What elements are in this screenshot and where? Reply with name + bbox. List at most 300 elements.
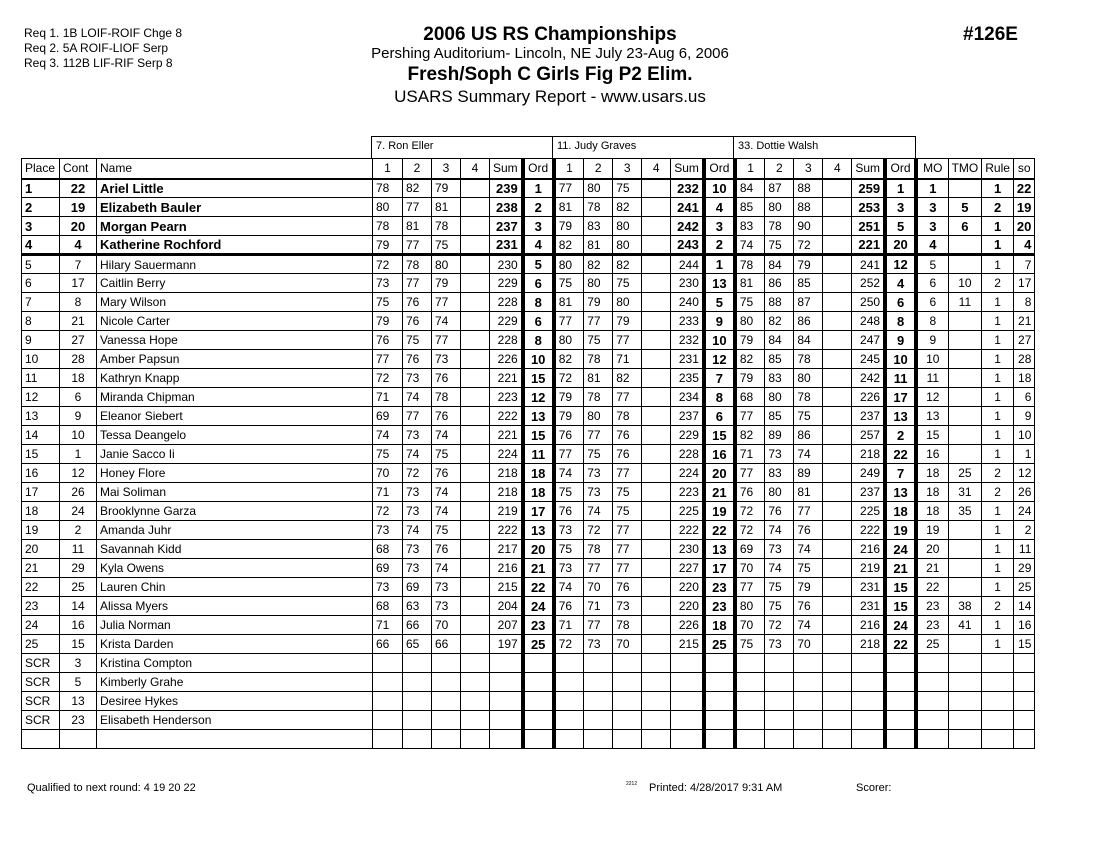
col-place: Place (22, 159, 60, 179)
sum-cell: 234 (671, 388, 704, 407)
sum-cell: 241 (671, 198, 704, 217)
ordinal-cell: 10 (523, 350, 554, 369)
skater-name-cell: Mary Wilson (97, 293, 373, 312)
score-4-cell (461, 293, 490, 312)
score-3-cell: 86 (794, 426, 823, 445)
score-4-cell (461, 578, 490, 597)
ordinal-cell: 24 (885, 540, 916, 559)
sum-cell: 237 (852, 483, 885, 502)
so-cell: 8 (1013, 293, 1034, 312)
sum-cell: 222 (490, 521, 523, 540)
score-2-cell: 78 (584, 350, 613, 369)
ordinal-cell: 5 (704, 293, 735, 312)
tmo-cell (948, 578, 982, 597)
ordinal-cell: 23 (704, 597, 735, 616)
ordinal-cell: 12 (704, 350, 735, 369)
sum-cell: 216 (852, 616, 885, 635)
rule-cell: 1 (982, 616, 1014, 635)
ordinal-cell: 25 (704, 635, 735, 654)
score-1-cell: 80 (554, 255, 584, 274)
score-2-cell: 88 (765, 293, 794, 312)
score-3-cell: 76 (794, 597, 823, 616)
score-2-cell: 74 (403, 445, 432, 464)
ordinal-cell: 20 (885, 236, 916, 255)
score-4-cell (642, 255, 671, 274)
score-2-cell: 76 (403, 350, 432, 369)
so-cell (1013, 673, 1034, 692)
so-cell: 19 (1013, 198, 1034, 217)
score-1-cell: 66 (373, 635, 403, 654)
place-cell: 14 (22, 426, 60, 445)
score-3-cell: 71 (613, 350, 642, 369)
score-2-cell: 76 (403, 312, 432, 331)
score-3-cell: 76 (613, 445, 642, 464)
score-4-cell (823, 654, 852, 673)
ordinal-cell: 21 (704, 483, 735, 502)
score-4-cell (823, 255, 852, 274)
place-cell: 21 (22, 559, 60, 578)
score-2-cell: 89 (765, 426, 794, 445)
score-1-cell (554, 730, 584, 749)
score-4-cell (461, 521, 490, 540)
score-3-cell: 77 (613, 464, 642, 483)
score-4-cell (823, 369, 852, 388)
sum-cell (852, 730, 885, 749)
score-3-cell: 75 (613, 502, 642, 521)
score-1-cell: 79 (735, 369, 765, 388)
sum-cell: 230 (490, 255, 523, 274)
score-1-cell (373, 654, 403, 673)
tmo-cell: 38 (948, 597, 982, 616)
col-j1-s3: 3 (432, 159, 461, 179)
score-3-cell: 80 (613, 236, 642, 255)
score-4-cell (823, 540, 852, 559)
ordinal-cell: 2 (885, 426, 916, 445)
score-3-cell (794, 673, 823, 692)
mo-cell: 18 (916, 464, 948, 483)
so-cell: 10 (1013, 426, 1034, 445)
score-1-cell: 70 (735, 616, 765, 635)
sum-cell: 218 (852, 445, 885, 464)
place-cell: SCR (22, 673, 60, 692)
table-row (22, 692, 1035, 711)
score-2-cell: 73 (403, 559, 432, 578)
table-row (22, 312, 1035, 331)
score-4-cell (823, 236, 852, 255)
score-4-cell (642, 179, 671, 198)
rule-cell: 2 (982, 464, 1014, 483)
score-4-cell (461, 635, 490, 654)
tmo-cell (948, 654, 982, 673)
sum-cell: 232 (671, 331, 704, 350)
mo-cell: 19 (916, 521, 948, 540)
score-1-cell: 77 (373, 350, 403, 369)
sum-cell: 219 (490, 502, 523, 521)
contestant-number-cell: 11 (60, 540, 97, 559)
score-3-cell: 74 (794, 616, 823, 635)
sum-cell (671, 730, 704, 749)
tmo-cell: 11 (948, 293, 982, 312)
score-1-cell: 80 (735, 312, 765, 331)
score-3-cell: 74 (432, 426, 461, 445)
score-2-cell: 85 (765, 407, 794, 426)
sum-cell: 243 (671, 236, 704, 255)
so-cell: 9 (1013, 407, 1034, 426)
col-j2-s4: 4 (642, 159, 671, 179)
sum-cell: 197 (490, 635, 523, 654)
score-3-cell: 80 (794, 369, 823, 388)
score-4-cell (823, 312, 852, 331)
score-4-cell (461, 540, 490, 559)
score-4-cell (823, 198, 852, 217)
mo-cell: 1 (916, 179, 948, 198)
score-1-cell: 73 (373, 578, 403, 597)
score-4-cell (642, 274, 671, 293)
score-1-cell: 72 (554, 369, 584, 388)
score-2-cell: 84 (765, 331, 794, 350)
tmo-cell: 5 (948, 198, 982, 217)
score-4-cell (823, 578, 852, 597)
ordinal-cell: 4 (885, 274, 916, 293)
results-table (21, 158, 1035, 749)
mo-cell: 18 (916, 502, 948, 521)
place-cell (22, 730, 60, 749)
score-1-cell: 69 (373, 407, 403, 426)
contestant-number-cell: 1 (60, 445, 97, 464)
sum-cell: 220 (671, 578, 704, 597)
contestant-number-cell: 3 (60, 654, 97, 673)
score-4-cell (642, 692, 671, 711)
score-4-cell (461, 217, 490, 236)
score-2-cell: 83 (584, 217, 613, 236)
col-j1-ord: Ord (523, 159, 554, 179)
so-cell: 4 (1013, 236, 1034, 255)
score-1-cell: 77 (735, 578, 765, 597)
score-4-cell (642, 369, 671, 388)
ordinal-cell: 19 (885, 521, 916, 540)
table-row (22, 217, 1035, 236)
sum-cell: 251 (852, 217, 885, 236)
sum-cell (490, 730, 523, 749)
score-4-cell (642, 407, 671, 426)
score-2-cell: 81 (584, 236, 613, 255)
score-1-cell: 81 (554, 293, 584, 312)
score-3-cell (794, 711, 823, 730)
table-row (22, 369, 1035, 388)
tmo-cell (948, 445, 982, 464)
ordinal-cell: 15 (885, 578, 916, 597)
score-2-cell (584, 730, 613, 749)
score-3-cell: 76 (613, 426, 642, 445)
score-4-cell (642, 654, 671, 673)
score-3-cell: 78 (432, 217, 461, 236)
sum-cell: 248 (852, 312, 885, 331)
sum-cell: 221 (852, 236, 885, 255)
score-1-cell: 74 (373, 426, 403, 445)
place-cell: 15 (22, 445, 60, 464)
score-4-cell (461, 388, 490, 407)
skater-name-cell: Kimberly Grahe (97, 673, 373, 692)
table-row (22, 179, 1035, 198)
col-j3-s2: 2 (765, 159, 794, 179)
score-3-cell: 75 (613, 179, 642, 198)
score-2-cell: 72 (403, 464, 432, 483)
score-3-cell: 70 (613, 635, 642, 654)
score-4-cell (823, 502, 852, 521)
score-2-cell: 86 (765, 274, 794, 293)
score-2-cell: 63 (403, 597, 432, 616)
score-3-cell: 77 (613, 388, 642, 407)
score-4-cell (461, 616, 490, 635)
so-cell: 16 (1013, 616, 1034, 635)
score-4-cell (642, 635, 671, 654)
ordinal-cell: 9 (885, 331, 916, 350)
skater-name-cell: Savannah Kidd (97, 540, 373, 559)
skater-name-cell: Julia Norman (97, 616, 373, 635)
table-row (22, 673, 1035, 692)
score-2-cell: 75 (403, 331, 432, 350)
ordinal-cell: 12 (523, 388, 554, 407)
ordinal-cell: 6 (704, 407, 735, 426)
mo-cell: 11 (916, 369, 948, 388)
sum-cell: 240 (671, 293, 704, 312)
place-cell: 20 (22, 540, 60, 559)
tmo-cell (948, 369, 982, 388)
score-3-cell: 79 (613, 312, 642, 331)
score-4-cell (823, 559, 852, 578)
skater-name-cell: Caitlin Berry (97, 274, 373, 293)
so-cell (1013, 654, 1034, 673)
score-2-cell: 81 (403, 217, 432, 236)
score-4-cell (642, 217, 671, 236)
score-2-cell: 74 (403, 521, 432, 540)
score-2-cell: 78 (584, 388, 613, 407)
ordinal-cell: 18 (885, 502, 916, 521)
table-row (22, 502, 1035, 521)
score-4-cell (823, 673, 852, 692)
score-4-cell (642, 673, 671, 692)
score-2-cell: 82 (765, 312, 794, 331)
score-4-cell (823, 730, 852, 749)
score-3-cell (613, 730, 642, 749)
score-1-cell: 76 (554, 597, 584, 616)
score-3-cell (613, 673, 642, 692)
sum-cell: 222 (852, 521, 885, 540)
score-2-cell: 75 (584, 445, 613, 464)
contestant-number-cell: 13 (60, 692, 97, 711)
score-1-cell: 80 (373, 198, 403, 217)
ordinal-cell: 20 (704, 464, 735, 483)
tmo-cell (948, 521, 982, 540)
score-3-cell: 90 (794, 217, 823, 236)
contestant-number-cell: 16 (60, 616, 97, 635)
score-4-cell (642, 521, 671, 540)
score-4-cell (642, 445, 671, 464)
ordinal-cell: 15 (704, 426, 735, 445)
score-2-cell (765, 673, 794, 692)
score-1-cell: 80 (554, 331, 584, 350)
rule-cell: 1 (982, 255, 1014, 274)
table-row (22, 559, 1035, 578)
score-1-cell: 85 (735, 198, 765, 217)
tmo-cell (948, 331, 982, 350)
ordinal-cell: 17 (885, 388, 916, 407)
mo-cell: 5 (916, 255, 948, 274)
place-cell: SCR (22, 692, 60, 711)
score-2-cell: 78 (765, 217, 794, 236)
requirements-list (24, 26, 182, 71)
score-3-cell: 87 (794, 293, 823, 312)
score-2-cell: 73 (403, 483, 432, 502)
score-2-cell: 75 (765, 578, 794, 597)
score-1-cell: 73 (373, 521, 403, 540)
score-4-cell (642, 350, 671, 369)
score-4-cell (461, 730, 490, 749)
score-1-cell: 82 (735, 426, 765, 445)
score-2-cell: 78 (584, 198, 613, 217)
score-4-cell (823, 692, 852, 711)
score-4-cell (823, 426, 852, 445)
ordinal-cell: 8 (523, 293, 554, 312)
ordinal-cell (523, 654, 554, 673)
sum-cell: 221 (490, 369, 523, 388)
score-3-cell: 82 (613, 369, 642, 388)
score-4-cell (642, 312, 671, 331)
score-4-cell (823, 331, 852, 350)
score-4-cell (461, 692, 490, 711)
score-2-cell (765, 654, 794, 673)
sum-cell: 239 (490, 179, 523, 198)
so-cell: 29 (1013, 559, 1034, 578)
contestant-number-cell: 20 (60, 217, 97, 236)
sum-cell: 227 (671, 559, 704, 578)
sum-cell: 215 (490, 578, 523, 597)
score-4-cell (823, 445, 852, 464)
tmo-cell (948, 730, 982, 749)
tmo-cell: 35 (948, 502, 982, 521)
place-cell: 13 (22, 407, 60, 426)
contestant-number-cell: 23 (60, 711, 97, 730)
score-3-cell (432, 711, 461, 730)
sum-cell: 204 (490, 597, 523, 616)
score-3-cell: 79 (794, 578, 823, 597)
score-1-cell: 68 (373, 540, 403, 559)
score-2-cell: 75 (765, 597, 794, 616)
score-3-cell (794, 730, 823, 749)
place-cell: SCR (22, 711, 60, 730)
score-2-cell: 73 (765, 540, 794, 559)
score-4-cell (461, 369, 490, 388)
skater-name-cell: Amanda Juhr (97, 521, 373, 540)
ordinal-cell: 16 (704, 445, 735, 464)
score-3-cell: 84 (794, 331, 823, 350)
col-j2-s3: 3 (613, 159, 642, 179)
mo-cell: 9 (916, 331, 948, 350)
table-row (22, 331, 1035, 350)
score-3-cell: 76 (432, 540, 461, 559)
col-rule: Rule (982, 159, 1014, 179)
score-1-cell: 75 (735, 293, 765, 312)
requirement-1: Req 1. 1B LOIF-ROIF Chge 8 (24, 26, 183, 40)
score-1-cell: 71 (735, 445, 765, 464)
score-2-cell (765, 692, 794, 711)
place-cell: 18 (22, 502, 60, 521)
score-1-cell: 75 (373, 293, 403, 312)
skater-name-cell: Nicole Carter (97, 312, 373, 331)
sum-cell: 253 (852, 198, 885, 217)
score-1-cell: 72 (373, 255, 403, 274)
place-cell: 17 (22, 483, 60, 502)
score-2-cell: 77 (403, 236, 432, 255)
ordinal-cell: 5 (523, 255, 554, 274)
score-4-cell (461, 312, 490, 331)
score-1-cell: 81 (554, 198, 584, 217)
score-3-cell (432, 692, 461, 711)
judge-3-label: 33. Dottie Walsh (733, 136, 916, 158)
ordinal-cell: 13 (704, 540, 735, 559)
col-j1-sum: Sum (490, 159, 523, 179)
ordinal-cell: 15 (523, 426, 554, 445)
table-row (22, 521, 1035, 540)
score-1-cell (554, 654, 584, 673)
ordinal-cell (704, 730, 735, 749)
score-2-cell: 73 (403, 369, 432, 388)
place-cell: 6 (22, 274, 60, 293)
score-1-cell: 75 (554, 483, 584, 502)
ordinal-cell: 17 (523, 502, 554, 521)
score-2-cell: 70 (584, 578, 613, 597)
col-cont: Cont (60, 159, 97, 179)
score-2-cell: 84 (765, 255, 794, 274)
rule-cell: 1 (982, 502, 1014, 521)
score-3-cell: 72 (794, 236, 823, 255)
table-row (22, 483, 1035, 502)
sum-cell: 229 (490, 274, 523, 293)
score-1-cell: 71 (373, 483, 403, 502)
printed-timestamp: Printed: 4/28/2017 9:31 AM (649, 782, 783, 794)
ordinal-cell: 13 (523, 407, 554, 426)
score-2-cell (584, 654, 613, 673)
sum-cell: 218 (490, 464, 523, 483)
ordinal-cell (704, 692, 735, 711)
skater-name-cell: Alissa Myers (97, 597, 373, 616)
score-3-cell (613, 654, 642, 673)
sum-cell: 224 (671, 464, 704, 483)
qualified-list: Qualified to next round: 4 19 20 22 (27, 782, 196, 794)
sum-cell: 238 (490, 198, 523, 217)
score-2-cell: 73 (765, 445, 794, 464)
score-3-cell: 80 (613, 293, 642, 312)
score-3-cell (613, 692, 642, 711)
rule-cell: 1 (982, 350, 1014, 369)
score-3-cell: 77 (432, 331, 461, 350)
sum-cell: 250 (852, 293, 885, 312)
score-2-cell: 80 (765, 198, 794, 217)
score-2-cell: 82 (403, 179, 432, 198)
score-4-cell (642, 502, 671, 521)
score-4-cell (823, 483, 852, 502)
contestant-number-cell: 5 (60, 673, 97, 692)
mo-cell: 16 (916, 445, 948, 464)
sum-cell: 242 (852, 369, 885, 388)
score-2-cell: 73 (403, 426, 432, 445)
requirement-3: Req 3. 112B LIF-RIF Serp 8 (24, 56, 173, 70)
mo-cell: 10 (916, 350, 948, 369)
ordinal-cell: 10 (704, 179, 735, 198)
so-cell: 20 (1013, 217, 1034, 236)
so-cell: 7 (1013, 255, 1034, 274)
table-row (22, 616, 1035, 635)
